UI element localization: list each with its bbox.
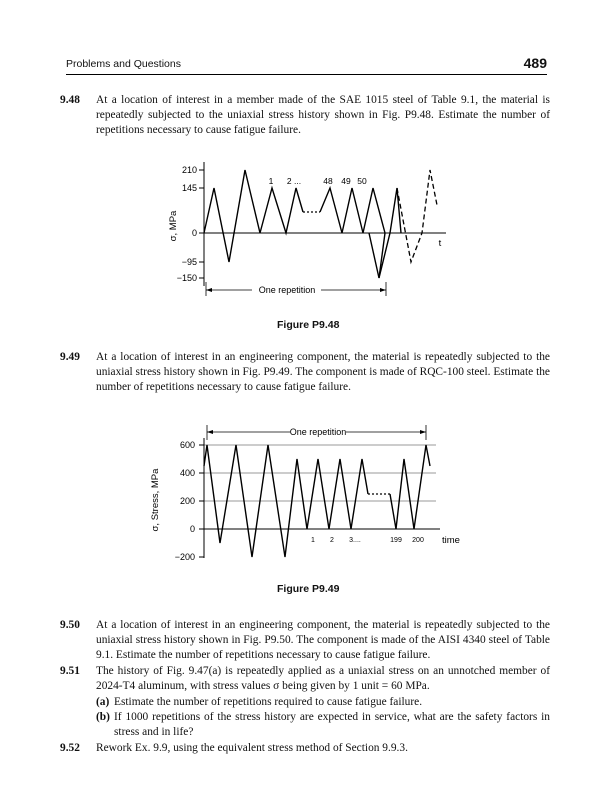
subpart-label: (a) — [96, 696, 110, 708]
problem-9-52 — [60, 741, 550, 756]
figure-p9-48 — [150, 158, 460, 300]
y-tick-145: 145 — [181, 183, 197, 193]
waveform-continued — [390, 445, 430, 529]
repetition-label: One repetition — [258, 285, 316, 295]
x-axis-label: time — [442, 535, 460, 546]
subpart-text: Estimate the number of repetitions required to cause fatigue failure. — [114, 696, 423, 708]
figure-caption: Figure P9.49 — [277, 583, 340, 595]
problem-text: At a location of interest in an engineering component, the material is repeatedly subjected to the uniaxial stress history shown in Fig. P9.49. The component is made of RQC-100 steel. Estimate the number of repetitions necessary to cause fatigue failure. — [96, 351, 550, 394]
cycle-label: 1 — [311, 537, 315, 544]
problem-text: At a location of interest in an engineering component, the material is repeatedly subjected to the uniaxial stress history shown in Fig. P9.50. The component is made of the AISI 4340 steel of Table 9.1. Estimate the number of repetitions necessary to cause fatigue failure. — [96, 619, 550, 662]
y-axis-label: σ, MPa — [168, 210, 179, 242]
problem-number: 9.50 — [60, 619, 80, 631]
repetition-label: One repetition — [289, 427, 347, 437]
arrowhead-left — [207, 430, 213, 434]
section-title: Problems and Questions — [66, 58, 181, 70]
problem-9-51 — [60, 664, 550, 694]
y-tick-600: 600 — [179, 440, 195, 450]
problem-9-48 — [60, 93, 550, 139]
y-tick-400: 400 — [179, 468, 195, 478]
peak-label: 1 — [268, 176, 274, 186]
page-number: 489 — [523, 55, 547, 71]
y-tick-neg150: −150 — [176, 273, 197, 283]
subpart-b — [96, 710, 550, 740]
problem-number: 9.48 — [60, 94, 80, 106]
header-rule — [66, 74, 547, 75]
cycle-label: 200 — [412, 537, 424, 544]
figure-caption: Figure P9.48 — [277, 319, 340, 331]
arrowhead-left — [206, 288, 212, 292]
peak-label: 48 — [323, 176, 333, 186]
problem-number: 9.51 — [60, 665, 80, 677]
y-tick-neg200: −200 — [174, 552, 195, 562]
y-axis-label: σ, Stress, MPa — [150, 468, 161, 532]
problem-number: 9.52 — [60, 742, 80, 754]
subpart-label: (b) — [96, 711, 110, 723]
arrowhead-right — [380, 288, 386, 292]
cycle-label: 2 — [330, 537, 334, 544]
subpart-a — [96, 695, 550, 710]
cycle-label: 199 — [390, 537, 402, 544]
y-tick-200: 200 — [179, 496, 195, 506]
peak-label: 49 — [341, 176, 351, 186]
problem-9-50 — [60, 618, 550, 664]
dashed-repeat — [397, 170, 437, 262]
subpart-text: If 1000 repetitions of the stress history are expected in service, what are the safety factors in stress and in life? — [114, 711, 550, 739]
peak-label: 50 — [357, 176, 367, 186]
peak-label: 2 ... — [286, 176, 302, 186]
x-axis-label: t — [438, 238, 442, 249]
y-tick-0: 0 — [189, 524, 195, 534]
problem-number: 9.49 — [60, 351, 80, 363]
cycle-label: 3.... — [349, 537, 361, 544]
problem-9-49 — [60, 350, 550, 396]
arrowhead-right — [420, 430, 426, 434]
problem-text: The history of Fig. 9.47(a) is repeatedly applied as a uniaxial stress on an unnotched member of 2024-T4 aluminum, with stress values σ being given by 1 unit = 60 MPa. — [96, 665, 550, 693]
y-tick-210: 210 — [181, 165, 197, 175]
running-header — [66, 55, 547, 72]
figure-p9-49 — [140, 418, 470, 568]
y-tick-neg95: −95 — [181, 257, 197, 267]
problem-text: Rework Ex. 9.9, using the equivalent stress method of Section 9.9.3. — [96, 742, 408, 754]
problem-text: At a location of interest in a member made of the SAE 1015 steel of Table 9.1, the material is repeatedly subjected to the uniaxial stress history shown in Fig. P9.48. Estimate the number of repetitions necessary to cause fatigue failure. — [96, 94, 550, 137]
y-tick-0: 0 — [191, 228, 197, 238]
